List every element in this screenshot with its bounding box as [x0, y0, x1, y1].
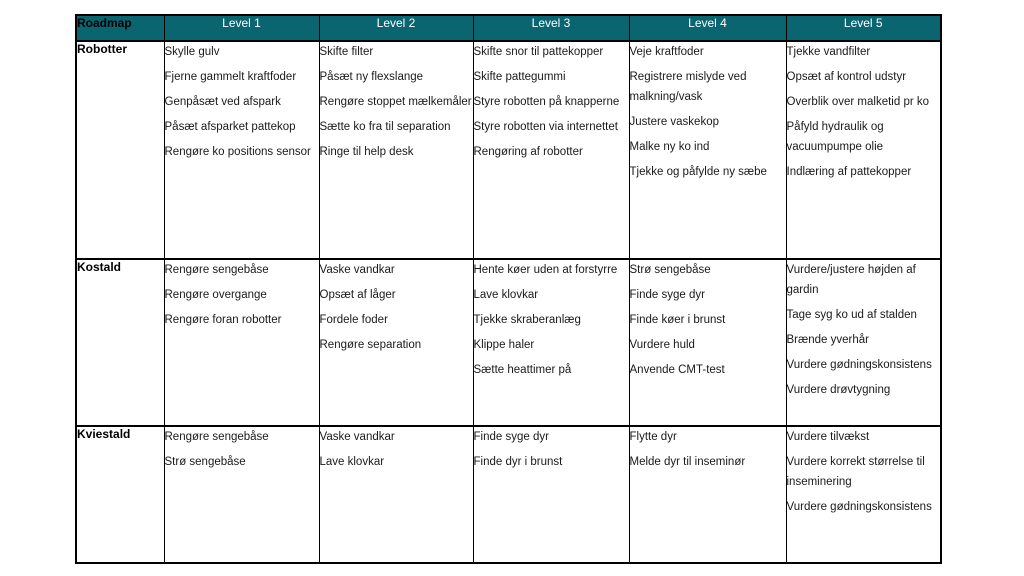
task-item: Finde syge dyr	[629, 289, 705, 301]
task-item: Registrere mislyde ved malkning/vask	[629, 71, 747, 103]
task-item: Justere vaskekop	[629, 116, 719, 128]
task-item: Malke ny ko ind	[629, 141, 710, 153]
cell-kostald-level2	[319, 259, 473, 426]
task-item: Lave klovkar	[319, 456, 385, 468]
task-item: Styre robotten via internettet	[473, 121, 618, 133]
task-item: Sætte ko fra til separation	[319, 121, 451, 133]
cell-kviestald-level2	[319, 426, 473, 563]
task-item: Vurdere gødningskonsistens	[786, 359, 932, 371]
header-level-2: Level 2	[319, 15, 473, 41]
task-item: Genpåsæt ved afspark	[164, 96, 281, 108]
task-item: Påsæt afsparket pattekop	[164, 121, 296, 133]
task-item: Sætte heattimer på	[473, 364, 572, 376]
task-item: Rengøre foran robotter	[164, 314, 282, 326]
task-item: Flytte dyr	[629, 431, 677, 443]
header-level-3: Level 3	[473, 15, 629, 41]
task-item: Finde køer i brunst	[629, 314, 726, 326]
task-item: Tjekke skraberanlæg	[473, 314, 581, 326]
task-item: Rengøre separation	[319, 339, 422, 351]
task-item: Indlæring af pattekopper	[786, 166, 912, 178]
task-item: Opsæt af kontrol udstyr	[786, 71, 907, 83]
header-level-1: Level 1	[164, 15, 319, 41]
cell-kviestald-level4	[629, 426, 786, 563]
row-label-kviestald: Kviestald	[76, 426, 164, 563]
cell-kviestald-level1	[164, 426, 319, 563]
task-item: Strø sengebåse	[629, 264, 711, 276]
cell-kviestald-level3	[473, 426, 629, 563]
task-item: Vurdere korrekt størrelse til inseminering	[786, 456, 925, 488]
task-item: Skifte snor til pattekopper	[473, 46, 604, 58]
task-item: Klippe haler	[473, 339, 535, 351]
row-label-robotter: Robotter	[76, 41, 164, 259]
task-item: Vurdere gødningskonsistens	[786, 501, 932, 513]
task-item: Tjekke og påfylde ny sæbe	[629, 166, 767, 178]
cell-robotter-level4	[629, 41, 786, 259]
task-item: Rengøre ko positions sensor	[164, 146, 311, 158]
task-item: Ringe til help desk	[319, 146, 414, 158]
cell-robotter-level5	[786, 41, 941, 259]
table-row-kostald	[76, 259, 941, 426]
task-item: Tjekke vandfilter	[786, 46, 871, 58]
cell-kviestald-level5	[786, 426, 941, 563]
cell-kostald-level1	[164, 259, 319, 426]
task-item: Påsæt ny flexslange	[319, 71, 424, 83]
task-item: Finde syge dyr	[473, 431, 549, 443]
header-row	[76, 15, 941, 41]
cell-robotter-level3	[473, 41, 629, 259]
header-corner-roadmap: Roadmap	[76, 15, 164, 41]
cell-kostald-level4	[629, 259, 786, 426]
task-item: Vurdere drøvtygning	[786, 384, 891, 396]
task-item: Vurdere/justere højden af gardin	[786, 264, 916, 296]
task-item: Rengøre stoppet mælkemåler	[319, 96, 472, 108]
task-item: Hente køer uden at forstyrre	[473, 264, 618, 276]
cell-robotter-level2	[319, 41, 473, 259]
task-item: Rengøring af robotter	[473, 146, 583, 158]
task-item: Påfyld hydraulik og vacuumpumpe olie	[786, 121, 884, 153]
task-item: Vurdere tilvækst	[786, 431, 870, 443]
task-item: Vurdere huld	[629, 339, 695, 351]
task-item: Overblik over malketid pr ko	[786, 96, 930, 108]
task-item: Vaske vandkar	[319, 431, 395, 443]
task-item: Brænde yverhår	[786, 334, 869, 346]
task-item: Fjerne gammelt kraftfoder	[164, 71, 297, 83]
table-row-robotter	[76, 41, 941, 259]
roadmap-table	[75, 14, 942, 564]
task-item: Styre robotten på knapperne	[473, 96, 620, 108]
table-row-kviestald	[76, 426, 941, 563]
task-item: Tage syg ko ud af stalden	[786, 309, 917, 321]
task-item: Lave klovkar	[473, 289, 539, 301]
header-level-4: Level 4	[629, 15, 786, 41]
task-item: Skylle gulv	[164, 46, 220, 58]
task-item: Vaske vandkar	[319, 264, 395, 276]
task-item: Rengøre sengebåse	[164, 264, 269, 276]
task-item: Fordele foder	[319, 314, 388, 326]
cell-kostald-level5	[786, 259, 941, 426]
cell-kostald-level3	[473, 259, 629, 426]
task-item: Rengøre overgange	[164, 289, 267, 301]
task-item: Strø sengebåse	[164, 456, 246, 468]
task-item: Melde dyr til inseminør	[629, 456, 746, 468]
task-item: Anvende CMT-test	[629, 364, 725, 376]
task-item: Skifte filter	[319, 46, 374, 58]
task-item: Veje kraftfoder	[629, 46, 704, 58]
header-level-5: Level 5	[786, 15, 941, 41]
task-item: Skifte pattegummi	[473, 71, 566, 83]
task-item: Rengøre sengebåse	[164, 431, 269, 443]
task-item: Finde dyr i brunst	[473, 456, 563, 468]
row-label-kostald: Kostald	[76, 259, 164, 426]
cell-robotter-level1	[164, 41, 319, 259]
task-item: Opsæt af låger	[319, 289, 396, 301]
